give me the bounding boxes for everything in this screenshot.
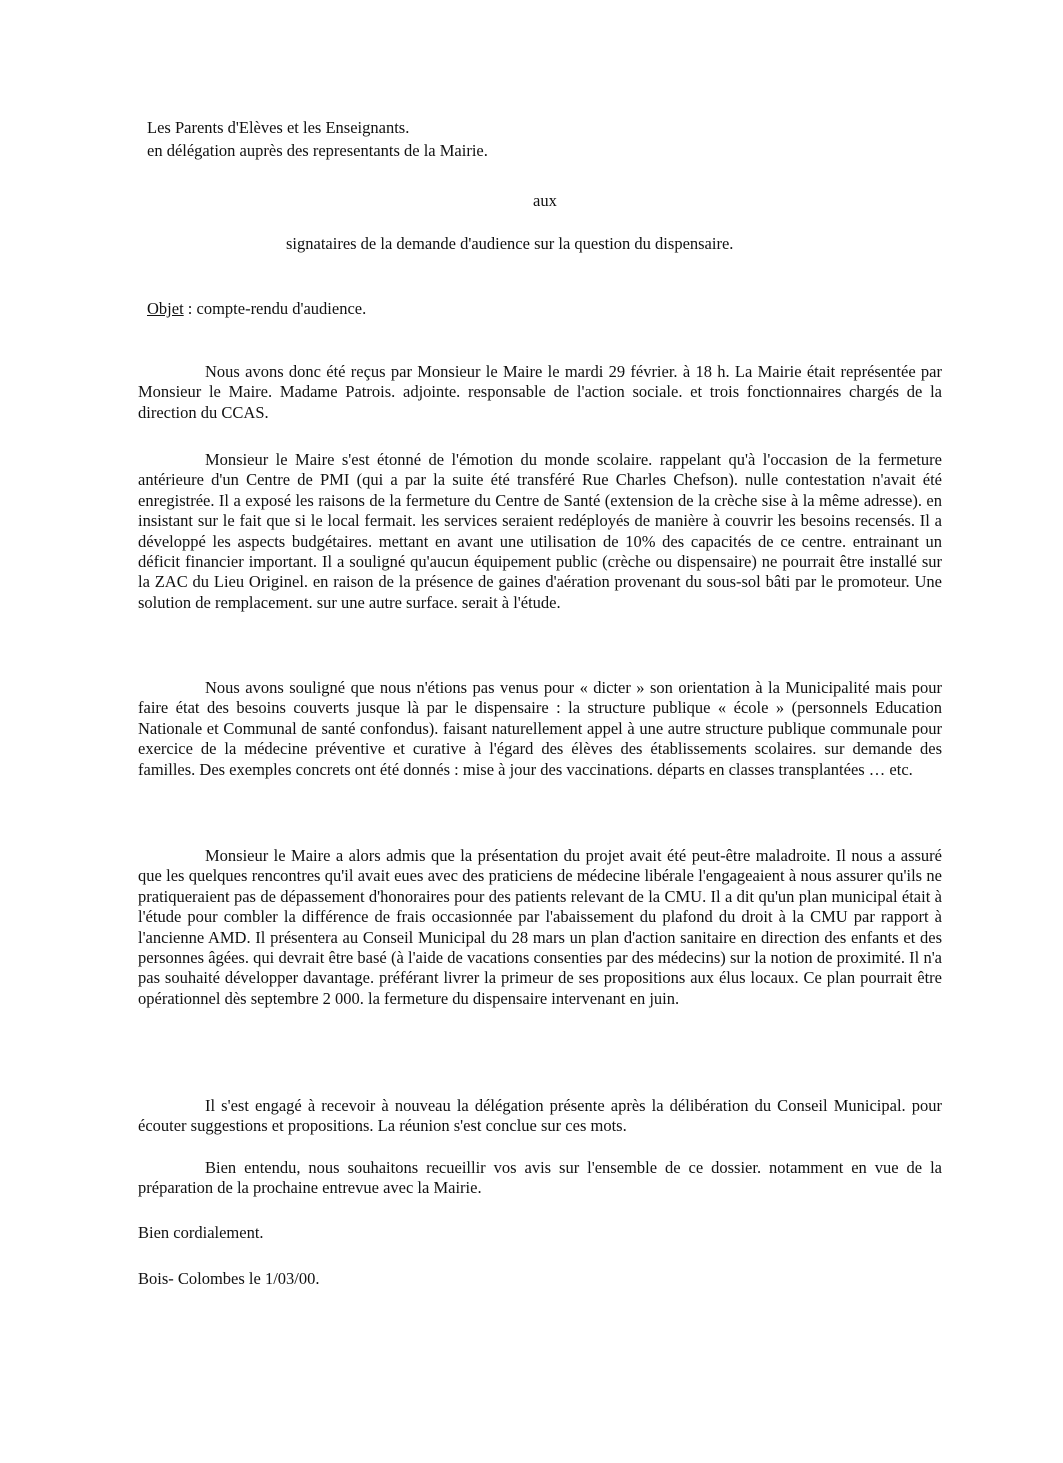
recipients-line: signataires de la demande d'audience sur la question du dispensaire.	[286, 234, 734, 253]
closing-line: Bien cordialement.	[138, 1223, 264, 1242]
sender-line: en délégation auprès des representants de la Mairie.	[147, 141, 488, 160]
subject-label: Objet	[147, 299, 184, 318]
subject-text: : compte-rendu d'audience.	[183, 299, 367, 318]
subject-line	[147, 298, 366, 319]
body-paragraph: Bien entendu, nous souhaitons recueillir vos avis sur l'ensemble de ce dossier. notamment en vue de la préparation de la prochaine entrevue avec la Mairie.	[138, 1158, 942, 1198]
body-paragraph: Nous avons donc été reçus par Monsieur le Maire le mardi 29 février. à 18 h. La Mairie était représentée par Monsieur le Maire. Madame Patrois. adjointe. responsable de l'action sociale. et trois fonctionnaires chargés de la direction du CCAS.	[138, 362, 942, 422]
body-paragraph: Monsieur le Maire a alors admis que la présentation du projet avait été peut-être maladroite. Il nous a assuré que les quelques rencontres qu'il avait eues avec des praticiens de médecine libérale l'engageaient à nous assurer qu'ils ne pratiqueraient pas de dépassement d'honoraires pour des patients relevant de la CMU. Il a dit qu'un plan municipal était à l'étude pour combler la différence de frais occasionnée par l'abaissement du plafond du droit à la CMU par rapport à l'ancienne AMD. Il présentera au Conseil Municipal du 28 mars un plan d'action sanitaire en direction des enfants et des personnes âgées. qui devrait être basé (à l'aide de vacations consenties par des médecins) sur la notion de proximité. Il n'a pas souhaité développer davantage. préférant livrer la primeur de ses propositions aux élus locaux. Ce plan pourrait être opérationnel dès septembre 2 000. la fermeture du dispensaire intervenant en juin.	[138, 846, 942, 1008]
body-paragraph: Nous avons souligné que nous n'étions pas venus pour « dicter » son orientation à la Municipalité mais pour faire état des besoins couverts jusque là par le dispensaire : la structure publique « école » (personnels Education Nationale et Communal de santé confondus). faisant naturellement appel à une autre structure publique communale pour exercice de la médecine préventive et curative à l'égard des élèves des établissements scolaires. sur demande des familles. Des exemples concrets ont été donnés : mise à jour des vaccinations. départs en classes transplantées … etc.	[138, 678, 942, 779]
body-paragraph: Monsieur le Maire s'est étonné de l'émotion du monde scolaire. rappelant qu'à l'occasion de la fermeture antérieure d'un Centre de PMI (qui a par la suite été transféré Rue Charles Chefson). nulle contestation n'avait été enregistrée. Il a exposé les raisons de la fermeture du Centre de Santé (extension de la crèche sise à la même adresse). en insistant sur le fait que si le local fermait. les services seraient redéployés de manière à couvrir les besoins recensés. Il a développé les aspects budgétaires. mettant en avant une utilisation de 10% des capacités de ce centre. entrainant un déficit financier important. Il a souligné qu'aucun équipement public (crèche ou dispensaire) ne pourrait être installé sur la ZAC du Lieu Originel. en raison de la présence de gaines d'aération provenant du sous-sol bâti par le promoteur. Une solution de remplacement. sur une autre surface. serait à l'étude.	[138, 450, 942, 612]
aux-word: aux	[533, 191, 557, 210]
body-paragraph: Il s'est engagé à recevoir à nouveau la délégation présente après la délibération du Conseil Municipal. pour écouter suggestions et propositions. La réunion s'est conclue sur ces mots.	[138, 1096, 942, 1136]
place-date-line: Bois- Colombes le 1/03/00.	[138, 1269, 320, 1288]
sender-block	[147, 117, 488, 163]
sender-line: Les Parents d'Elèves et les Enseignants.	[147, 118, 410, 137]
